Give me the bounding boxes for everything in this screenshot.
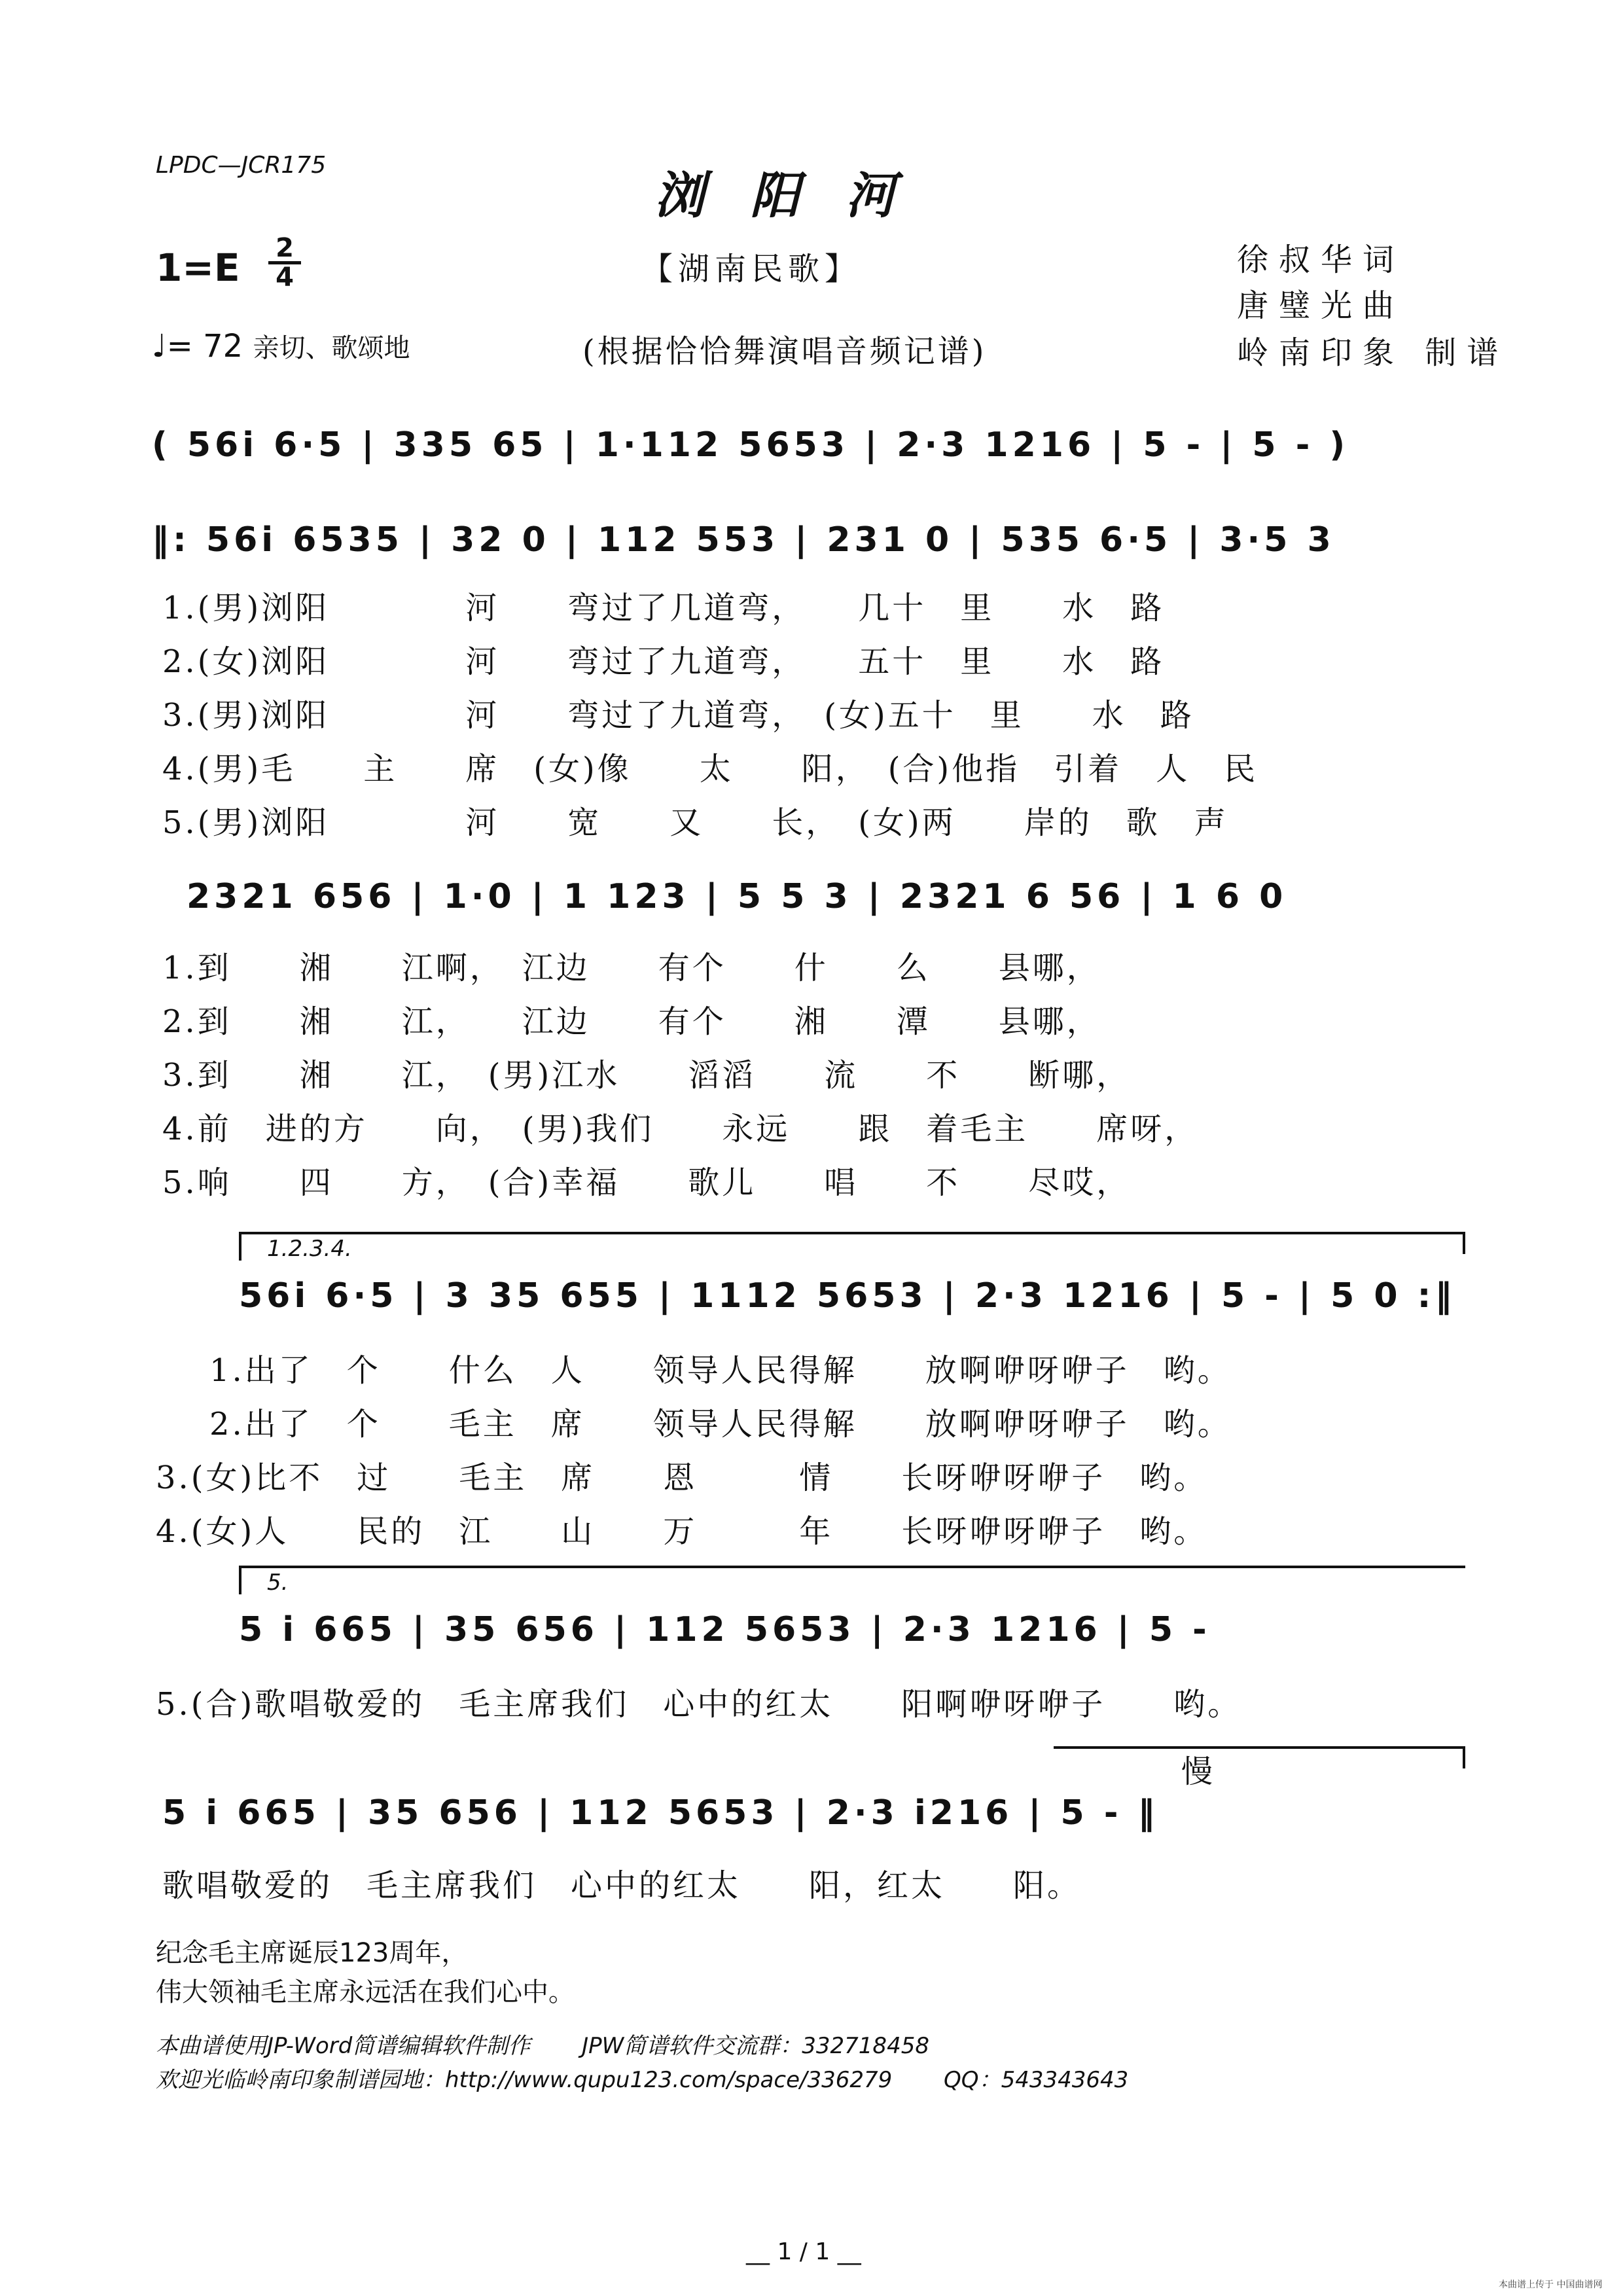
volta-label-5: 5. <box>267 1570 289 1596</box>
song-title: 浏阳河 <box>654 166 941 224</box>
time-signature <box>268 233 301 293</box>
volta-bracket-1234-end <box>239 1232 1465 1254</box>
system-3-lyric-1: 1.到 湘 江啊， 江边 有个 什 么 县哪， <box>162 950 1101 986</box>
system-2-lyric-3: 3.(男)浏阳 河 弯过了九道弯， (女)五十 里 水 路 <box>162 697 1194 734</box>
footer-line-1: 本曲谱使用JP-Word简谱编辑软件制作 JPW简谱软件交流群：332718458 <box>156 2033 929 2059</box>
memo-line-2: 伟大领袖毛主席永远活在我们心中。 <box>156 1977 575 2007</box>
tempo-marking <box>152 327 410 365</box>
footer-line-2: 欢迎光临岭南印象制谱园地：http://www.qupu123.com/space/336279 QQ：543343643 <box>156 2067 1129 2093</box>
catalog-number: LPDC—JCR175 <box>156 152 327 179</box>
system-5-notes: 5 i̇ 665 | 35 656 | 112 5653 | 2·3 1216 | 5 - <box>239 1610 1211 1649</box>
system-2-lyric-4: 4.(男)毛 主 席 (女)像 太 阳， (合)他指 引着 人 民 <box>162 751 1258 787</box>
system-4-lyric-4: 4.(女)人 民的 江 山 万 年 长呀咿呀咿子 哟。 <box>156 1513 1208 1550</box>
time-sig-top: 2 <box>276 233 294 263</box>
system-4-lyric-1: 1.出了 个 什么 人 领导人民得解 放啊咿呀咿子 哟。 <box>209 1352 1232 1389</box>
system-4-lyric-2: 2.出了 个 毛主 席 领导人民得解 放啊咿呀咿子 哟。 <box>209 1406 1232 1443</box>
system-3-lyric-4: 4.前 进的方 向， (男)我们 永远 跟 着毛主 席呀， <box>162 1111 1199 1147</box>
system-2-lyric-5: 5.(男)浏阳 河 宽 又 长， (女)两 岸的 歌 声 <box>162 804 1228 841</box>
page-number: __ 1 / 1 __ <box>746 2238 861 2265</box>
system-1-notes: ( 56i̇ 6·5 | 335 65 | 1·112 5653 | 2·3 1216 | 5 - | 5 - ) <box>152 425 1349 465</box>
system-2-notes: ‖: 56i̇ 6535 | 32 0 | 112 553 | 231 0 | 535 6·5 | 3·5 3 <box>152 520 1335 560</box>
system-3-notes: 2321 656 | 1·0 | 1 123 | 5 5 3 | 2321 6 56 | 1 6 0 <box>187 877 1287 916</box>
system-5-lyric-1: 5.(合)歌唱敬爱的 毛主席我们 心中的红太 阳啊咿呀咿子 哟。 <box>156 1686 1242 1723</box>
composer-credit: 唐璧光曲 <box>1237 287 1405 324</box>
system-3-lyric-5: 5.响 四 方， (合)幸福 歌儿 唱 不 尽哎， <box>162 1164 1131 1201</box>
corner-tag: 本曲谱上传于 中国曲谱网 <box>1499 2280 1603 2290</box>
volta-label-1234: 1.2.3.4. <box>267 1236 352 1262</box>
genre-label: 【湖南民歌】 <box>641 251 862 287</box>
system-6-notes: 5 i̇ 665 | 35 656 | 112 5653 | 2·3 i̇216 | 5 - ‖ <box>162 1793 1159 1833</box>
system-2-lyric-1: 1.(男)浏阳 河 弯过了几道弯， 几十 里 水 路 <box>162 590 1165 626</box>
system-4-lyric-3: 3.(女)比不 过 毛主 席 恩 情 长呀咿呀咿子 哟。 <box>156 1460 1208 1496</box>
system-4-notes: 56i̇ 6·5 | 3 35 655 | 1112 5653 | 2·3 1216 | 5 - | 5 0 :‖ <box>239 1276 1456 1316</box>
source-note: (根据恰恰舞演唱音频记谱) <box>582 333 987 370</box>
system-3-lyric-2: 2.到 湘 江， 江边 有个 湘 潭 县哪， <box>162 1003 1101 1040</box>
key-signature: 1=E <box>156 245 240 290</box>
system-3-lyric-3: 3.到 湘 江， (男)江水 滔滔 流 不 断哪， <box>162 1057 1131 1094</box>
volta-bracket-5 <box>239 1566 1465 1594</box>
system-2-lyric-2: 2.(女)浏阳 河 弯过了九道弯， 五十 里 水 路 <box>162 643 1165 680</box>
tempo-mark-slow: 慢 <box>1181 1753 1216 1790</box>
transcriber-credit: 岭南印象 制谱 <box>1237 334 1509 371</box>
memo-line-1: 纪念毛主席诞辰123周年， <box>156 1938 468 1968</box>
slow-bracket <box>1054 1746 1465 1768</box>
system-6-lyric-1: 歌唱敬爱的 毛主席我们 心中的红太 阳，红太 阳。 <box>162 1867 1082 1904</box>
lyricist-credit: 徐叔华词 <box>1237 242 1405 278</box>
tempo-value: ♩= 72 <box>152 328 243 365</box>
time-sig-bottom: 4 <box>276 262 294 293</box>
style-text: 亲切、歌颂地 <box>253 333 410 363</box>
